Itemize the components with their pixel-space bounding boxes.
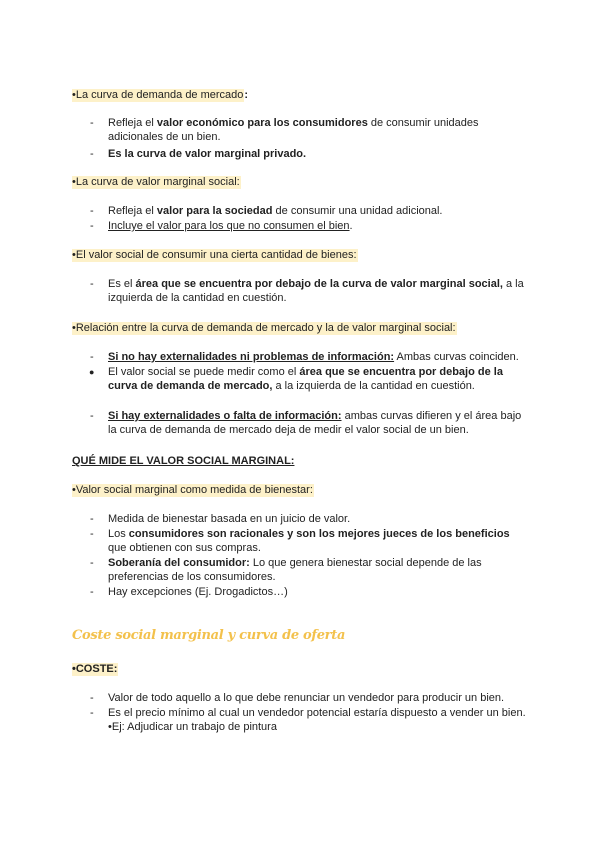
heading-social-value: [72, 248, 358, 262]
heading-relation: [72, 321, 457, 335]
list-item-text: Soberanía del consumidor: Lo que genera bienestar social depende de las preferencias de los consumidores.: [108, 557, 482, 583]
heading-what-measures: QUÉ MIDE EL VALOR SOCIAL MARGINAL:: [72, 455, 295, 467]
list-item-text: Es la curva de valor marginal privado.: [108, 148, 307, 160]
dash-marker: -: [90, 278, 94, 290]
dash-marker: -: [90, 205, 94, 217]
heading-social-marginal-value-curve: [72, 175, 241, 189]
list-item-text: Es el precio mínimo al cual un vendedor potencial estaría dispuesto a vender un bien. •Ej: Adjudicar un trabajo de pintura: [108, 707, 526, 733]
dash-marker: -: [90, 513, 94, 525]
heading-welfare-measure: [72, 483, 314, 497]
list-item-text: Los consumidores son racionales y son los mejores jueces de los beneficios que obtienen con sus compras.: [108, 528, 510, 554]
list-item-text: Hay excepciones (Ej. Drogadictos…): [108, 586, 288, 598]
heading-market-demand-text: •La curva de demanda de mercado: [72, 89, 244, 101]
heading-text: •COSTE:: [72, 663, 118, 675]
list-item-text: Refleja el valor para la sociedad de consumir una unidad adicional.: [108, 205, 443, 217]
list-item-text: Medida de bienestar basada en un juicio de valor.: [108, 513, 351, 525]
dash-marker: -: [90, 707, 94, 719]
dash-marker: -: [90, 410, 94, 422]
list-item-text: El valor social se puede medir como el área que se encuentra por debajo de la curva de demanda de mercado, a la izquierda de la cantidad en cuestión.: [108, 366, 503, 392]
heading-text: •Relación entre la curva de demanda de mercado y la de valor marginal social:: [72, 322, 456, 334]
list-item-text: Refleja el valor económico para los consumidores de consumir unidades adicionales de un bien.: [108, 117, 479, 143]
dash-marker: -: [90, 117, 94, 129]
heading-text: •El valor social de consumir una cierta cantidad de bienes:: [72, 249, 357, 261]
section-title-cost: Coste social marginal y curva de oferta: [72, 628, 346, 643]
dash-marker: -: [90, 351, 94, 363]
list-item-text: Es el área que se encuentra por debajo de la curva de valor marginal social, a la izquierda de la cantidad en cuestión.: [108, 278, 524, 304]
sub-example: •Ej: Adjudicar un trabajo de pintura: [108, 721, 277, 733]
heading-cost: [72, 662, 118, 676]
dash-marker: -: [90, 586, 94, 598]
heading-text: •Valor social marginal como medida de bienestar:: [72, 484, 313, 496]
list-item-text: Si no hay externalidades ni problemas de información: Ambas curvas coinciden.: [108, 351, 519, 363]
heading-market-demand-colon: :: [244, 89, 249, 101]
list-item-text: Si hay externalidades o falta de información: ambas curvas difieren y el área bajo la curva de demanda de mercado deja de medir el valor social de un bien.: [108, 410, 522, 436]
heading-market-demand: [72, 88, 248, 102]
dot-marker: ●: [89, 367, 95, 377]
dash-marker: -: [90, 220, 94, 232]
list-item-text: Incluye el valor para los que no consumen el bien.: [108, 220, 353, 232]
dash-marker: -: [90, 557, 94, 569]
heading-text: •La curva de valor marginal social:: [72, 176, 240, 188]
list-item-text: Valor de todo aquello a lo que debe renunciar un vendedor para producir un bien.: [108, 692, 505, 704]
dash-marker: -: [90, 528, 94, 540]
dash-marker: -: [90, 692, 94, 704]
dash-marker: -: [90, 148, 94, 160]
